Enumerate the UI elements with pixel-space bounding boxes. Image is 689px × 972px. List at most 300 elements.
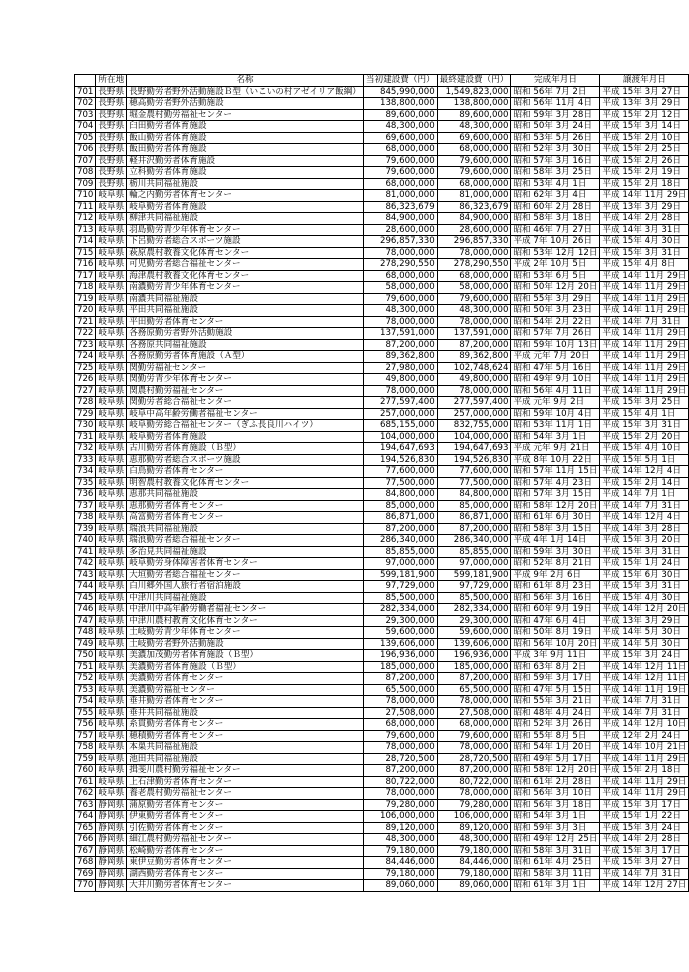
row-final-cost: 78,000,000 (437, 316, 511, 328)
row-transfer-date: 平成 15年 2月 19日 (600, 167, 689, 179)
row-number: 743 (75, 569, 96, 581)
row-location: 岐阜県 (96, 477, 127, 489)
row-initial-cost: 79,280,000 (363, 799, 437, 811)
row-initial-cost: 49,800,000 (363, 374, 437, 386)
row-completion-date: 昭和 47年 5月 16日 (511, 362, 600, 374)
row-final-cost: 89,060,000 (437, 880, 511, 892)
row-completion-date: 昭和 52年 3月 26日 (511, 719, 600, 731)
table-row (75, 178, 689, 190)
row-completion-date: 昭和 58年 3月 15日 (511, 523, 600, 535)
row-completion-date: 昭和 50年 8月 19日 (511, 627, 600, 639)
row-location: 岐阜県 (96, 466, 127, 478)
row-completion-date: 平成 7年 10月 26日 (511, 236, 600, 248)
row-number: 703 (75, 109, 96, 121)
row-location: 岐阜県 (96, 569, 127, 581)
row-facility-name: 下呂勤労者総合スポーツ施設 (127, 236, 364, 248)
row-final-cost: 104,000,000 (437, 431, 511, 443)
row-final-cost: 78,000,000 (437, 696, 511, 708)
table-row (75, 788, 689, 800)
row-facility-name: 東伊豆勤労者体育センター (127, 857, 364, 869)
row-location: 岐阜県 (96, 247, 127, 259)
row-final-cost: 286,340,000 (437, 535, 511, 547)
row-final-cost: 78,000,000 (437, 788, 511, 800)
row-final-cost: 85,500,000 (437, 592, 511, 604)
row-final-cost: 68,000,000 (437, 719, 511, 731)
row-facility-name: 中津川中高年齢労働者福祉センター (127, 604, 364, 616)
row-transfer-date: 平成 14年 10月 21日 (600, 742, 689, 754)
row-number: 765 (75, 822, 96, 834)
row-number: 728 (75, 397, 96, 409)
row-facility-name: 大井川勤労者体育センター (127, 880, 364, 892)
row-final-cost: 80,722,000 (437, 776, 511, 788)
row-transfer-date: 平成 15年 3月 31日 (600, 546, 689, 558)
row-number: 737 (75, 500, 96, 512)
header-blank (75, 75, 96, 87)
row-number: 718 (75, 282, 96, 294)
row-location: 岐阜県 (96, 788, 127, 800)
table-row (75, 811, 689, 823)
table-row (75, 351, 689, 363)
table-row (75, 500, 689, 512)
row-transfer-date: 平成 14年 11月 29日 (600, 305, 689, 317)
table-row (75, 282, 689, 294)
row-facility-name: 各務原共同福祉施設 (127, 339, 364, 351)
row-transfer-date: 平成 14年 7月 31日 (600, 707, 689, 719)
row-facility-name: 美濃加茂勤労者体育施設（Ｂ型） (127, 650, 364, 662)
row-initial-cost: 58,000,000 (363, 282, 437, 294)
header-initial-cost: 当初建設費（円） (363, 75, 437, 87)
table-row (75, 822, 689, 834)
row-final-cost: 84,800,000 (437, 489, 511, 501)
row-facility-name: 湖西勤労者体育センター (127, 868, 364, 880)
row-location: 岐阜県 (96, 500, 127, 512)
table-row (75, 201, 689, 213)
row-facility-name: 可児勤労者総合福祉センター (127, 259, 364, 271)
row-location: 岐阜県 (96, 454, 127, 466)
row-facility-name: 南濃共同福祉施設 (127, 293, 364, 305)
row-final-cost: 86,871,000 (437, 512, 511, 524)
row-completion-date: 平成 3年 9月 11日 (511, 650, 600, 662)
row-transfer-date: 平成 15年 3月 17日 (600, 799, 689, 811)
table-row (75, 719, 689, 731)
row-location: 岐阜県 (96, 684, 127, 696)
row-completion-date: 昭和 50年 3月 24日 (511, 121, 600, 133)
row-location: 岐阜県 (96, 719, 127, 731)
row-number: 732 (75, 443, 96, 455)
row-facility-name: 伊東勤労者体育センター (127, 811, 364, 823)
table-row (75, 443, 689, 455)
table-row (75, 707, 689, 719)
row-initial-cost: 81,000,000 (363, 190, 437, 202)
row-final-cost: 194,526,830 (437, 454, 511, 466)
row-transfer-date: 平成 15年 4月 10日 (600, 443, 689, 455)
row-facility-name: 関農村勤労福祉センター (127, 385, 364, 397)
row-final-cost: 29,300,000 (437, 615, 511, 627)
row-completion-date: 昭和 59年 10月 13日 (511, 339, 600, 351)
row-transfer-date: 平成 15年 3月 24日 (600, 822, 689, 834)
row-number: 715 (75, 247, 96, 259)
row-final-cost: 79,600,000 (437, 730, 511, 742)
header-transfer-date: 譲渡年月日 (600, 75, 689, 87)
row-number: 704 (75, 121, 96, 133)
row-location: 岐阜県 (96, 558, 127, 570)
row-number: 747 (75, 615, 96, 627)
row-final-cost: 194,647,693 (437, 443, 511, 455)
row-completion-date: 昭和 53年 6月 5日 (511, 270, 600, 282)
row-final-cost: 84,900,000 (437, 213, 511, 225)
row-final-cost: 78,000,000 (437, 742, 511, 754)
row-initial-cost: 78,000,000 (363, 742, 437, 754)
row-completion-date: 昭和 50年 3月 23日 (511, 305, 600, 317)
row-transfer-date: 平成 15年 3月 31日 (600, 247, 689, 259)
row-transfer-date: 平成 14年 11月 29日 (600, 776, 689, 788)
row-transfer-date: 平成 14年 12月 11日 (600, 673, 689, 685)
row-initial-cost: 48,300,000 (363, 305, 437, 317)
row-completion-date: 昭和 49年 9月 10日 (511, 374, 600, 386)
row-transfer-date: 平成 14年 7月 31日 (600, 316, 689, 328)
table-row (75, 316, 689, 328)
row-facility-name: 岐阜勤労者体育施設 (127, 201, 364, 213)
row-completion-date: 昭和 56年 3月 16日 (511, 592, 600, 604)
row-initial-cost: 68,000,000 (363, 270, 437, 282)
row-location: 岐阜県 (96, 328, 127, 340)
row-completion-date: 昭和 55年 3月 29日 (511, 293, 600, 305)
row-facility-name: 垂井共同福祉施設 (127, 707, 364, 719)
row-number: 748 (75, 627, 96, 639)
row-initial-cost: 80,722,000 (363, 776, 437, 788)
row-completion-date: 昭和 61年 2月 28日 (511, 776, 600, 788)
row-number: 741 (75, 546, 96, 558)
row-number: 725 (75, 362, 96, 374)
row-transfer-date: 平成 15年 2月 18日 (600, 178, 689, 190)
row-transfer-date: 平成 15年 4月 1日 (600, 408, 689, 420)
table-row (75, 868, 689, 880)
row-facility-name: 穂高勤労者野外活動施設 (127, 98, 364, 110)
table-row (75, 328, 689, 340)
row-completion-date: 昭和 58年 3月 31日 (511, 845, 600, 857)
row-final-cost: 68,000,000 (437, 178, 511, 190)
row-number: 761 (75, 776, 96, 788)
row-facility-name: 長野勤労者野外活動施設Ｂ型（いこいの村アゼイリア飯綱） (127, 86, 364, 98)
row-completion-date: 昭和 54年 3月 1日 (511, 431, 600, 443)
row-facility-name: 美濃勤労者体育センター (127, 673, 364, 685)
row-completion-date: 昭和 47年 5月 15日 (511, 684, 600, 696)
row-completion-date: 昭和 56年 11月 4日 (511, 98, 600, 110)
row-facility-name: 瑞浪共同福祉施設 (127, 523, 364, 535)
table-row (75, 834, 689, 846)
row-completion-date: 昭和 54年 1月 20日 (511, 742, 600, 754)
row-initial-cost: 282,334,000 (363, 604, 437, 616)
table-row (75, 397, 689, 409)
row-location: 岐阜県 (96, 707, 127, 719)
header-name: 名称 (127, 75, 364, 87)
table-row (75, 638, 689, 650)
row-location: 岐阜県 (96, 604, 127, 616)
row-facility-name: 各務原勤労者野外活動施設 (127, 328, 364, 340)
row-number: 746 (75, 604, 96, 616)
table-row (75, 776, 689, 788)
row-number: 716 (75, 259, 96, 271)
table-row (75, 270, 689, 282)
row-final-cost: 185,000,000 (437, 661, 511, 673)
row-location: 岐阜県 (96, 535, 127, 547)
row-transfer-date: 平成 14年 12月 11日 (600, 661, 689, 673)
row-completion-date: 昭和 56年 3月 18日 (511, 799, 600, 811)
row-facility-name: 関勤労者総合福祉センター (127, 397, 364, 409)
row-final-cost: 59,600,000 (437, 627, 511, 639)
row-facility-name: 白鳥勤労者体育センター (127, 466, 364, 478)
row-facility-name: 平田勤労者体育センター (127, 316, 364, 328)
row-completion-date: 昭和 48年 4月 24日 (511, 707, 600, 719)
row-transfer-date: 平成 14年 11月 29日 (600, 753, 689, 765)
row-initial-cost: 87,200,000 (363, 765, 437, 777)
row-facility-name: 養老農村勤労福祉センター (127, 788, 364, 800)
row-number: 719 (75, 293, 96, 305)
row-transfer-date: 平成 14年 11月 29日 (600, 339, 689, 351)
row-completion-date: 昭和 61年 3月 1日 (511, 880, 600, 892)
row-location: 長野県 (96, 132, 127, 144)
row-transfer-date: 平成 15年 5月 1日 (600, 454, 689, 466)
row-initial-cost: 87,200,000 (363, 339, 437, 351)
row-transfer-date: 平成 14年 11月 29日 (600, 351, 689, 363)
row-initial-cost: 286,340,000 (363, 535, 437, 547)
row-transfer-date: 平成 13年 3月 29日 (600, 615, 689, 627)
row-facility-name: 土岐勤労青少年体育センター (127, 627, 364, 639)
row-facility-name: 多治見共同福祉施設 (127, 546, 364, 558)
row-initial-cost: 599,181,900 (363, 569, 437, 581)
row-completion-date: 昭和 56年 7月 2日 (511, 86, 600, 98)
row-location: 長野県 (96, 121, 127, 133)
table-row (75, 753, 689, 765)
row-final-cost: 85,855,000 (437, 546, 511, 558)
row-location: 岐阜県 (96, 236, 127, 248)
row-final-cost: 87,200,000 (437, 523, 511, 535)
row-final-cost: 65,500,000 (437, 684, 511, 696)
row-completion-date: 昭和 57年 4月 23日 (511, 477, 600, 489)
row-initial-cost: 89,600,000 (363, 109, 437, 121)
row-facility-name: 垂井勤労者体育センター (127, 696, 364, 708)
row-location: 静岡県 (96, 845, 127, 857)
row-transfer-date: 平成 14年 2月 28日 (600, 834, 689, 846)
row-facility-name: 飯山勤労者体育施設 (127, 132, 364, 144)
table-row (75, 535, 689, 547)
table-row (75, 845, 689, 857)
row-location: 岐阜県 (96, 742, 127, 754)
row-facility-name: 上石津勤労者体育センター (127, 776, 364, 788)
row-location: 岐阜県 (96, 397, 127, 409)
row-transfer-date: 平成 14年 12月 20日 (600, 604, 689, 616)
table-row (75, 684, 689, 696)
row-number: 734 (75, 466, 96, 478)
row-transfer-date: 平成 14年 2月 28日 (600, 213, 689, 225)
row-location: 岐阜県 (96, 753, 127, 765)
row-facility-name: 白川郷外国人旅行者宿泊施設 (127, 581, 364, 593)
table-row (75, 224, 689, 236)
row-transfer-date: 平成 14年 3月 28日 (600, 523, 689, 535)
row-location: 岐阜県 (96, 224, 127, 236)
table-row (75, 765, 689, 777)
table-row (75, 466, 689, 478)
row-facility-name: 関勤労青少年体育センター (127, 374, 364, 386)
row-initial-cost: 59,600,000 (363, 627, 437, 639)
row-final-cost: 79,180,000 (437, 845, 511, 857)
row-number: 714 (75, 236, 96, 248)
row-transfer-date: 平成 14年 11月 29日 (600, 385, 689, 397)
row-initial-cost: 79,600,000 (363, 293, 437, 305)
row-final-cost: 196,936,000 (437, 650, 511, 662)
row-number: 712 (75, 213, 96, 225)
row-completion-date: 昭和 62年 3月 4日 (511, 190, 600, 202)
row-completion-date: 昭和 58年 3月 11日 (511, 868, 600, 880)
row-completion-date: 昭和 61年 6月 30日 (511, 512, 600, 524)
row-initial-cost: 137,591,000 (363, 328, 437, 340)
row-completion-date: 昭和 53年 4月 1日 (511, 178, 600, 190)
table-row (75, 121, 689, 133)
table-row (75, 293, 689, 305)
table-row (75, 420, 689, 432)
row-transfer-date: 平成 14年 11月 29日 (600, 190, 689, 202)
row-initial-cost: 86,323,679 (363, 201, 437, 213)
row-initial-cost: 194,647,693 (363, 443, 437, 455)
row-transfer-date: 平成 14年 11月 29日 (600, 282, 689, 294)
row-number: 750 (75, 650, 96, 662)
row-completion-date: 昭和 47年 6月 4日 (511, 615, 600, 627)
row-transfer-date: 平成 15年 3月 27日 (600, 857, 689, 869)
row-completion-date: 昭和 50年 12月 20日 (511, 282, 600, 294)
row-location: 岐阜県 (96, 627, 127, 639)
row-completion-date: 昭和 49年 5月 17日 (511, 753, 600, 765)
row-completion-date: 昭和 61年 8月 23日 (511, 581, 600, 593)
row-facility-name: 糸貫勤労者体育センター (127, 719, 364, 731)
row-number: 767 (75, 845, 96, 857)
table-row (75, 742, 689, 754)
row-number: 754 (75, 696, 96, 708)
row-initial-cost: 257,000,000 (363, 408, 437, 420)
row-final-cost: 89,120,000 (437, 822, 511, 834)
row-completion-date: 昭和 59年 3月 3日 (511, 822, 600, 834)
table-row (75, 86, 689, 98)
row-initial-cost: 87,200,000 (363, 673, 437, 685)
row-transfer-date: 平成 14年 7月 31日 (600, 696, 689, 708)
row-location: 岐阜県 (96, 696, 127, 708)
row-number: 710 (75, 190, 96, 202)
row-facility-name: 恵那共同福祉施設 (127, 489, 364, 501)
row-number: 738 (75, 512, 96, 524)
row-initial-cost: 85,500,000 (363, 592, 437, 604)
table-row (75, 431, 689, 443)
row-initial-cost: 87,200,000 (363, 523, 437, 535)
row-number: 724 (75, 351, 96, 363)
row-initial-cost: 85,000,000 (363, 500, 437, 512)
row-final-cost: 27,508,000 (437, 707, 511, 719)
row-completion-date: 平成 元年 9月 2日 (511, 397, 600, 409)
row-location: 静岡県 (96, 868, 127, 880)
row-final-cost: 77,600,000 (437, 466, 511, 478)
row-number: 721 (75, 316, 96, 328)
row-initial-cost: 65,500,000 (363, 684, 437, 696)
row-facility-name: 岐阜中高年齢労働者福祉センター (127, 408, 364, 420)
table-row (75, 880, 689, 892)
row-initial-cost: 79,600,000 (363, 167, 437, 179)
row-completion-date: 平成 元年 9月 21日 (511, 443, 600, 455)
row-number: 770 (75, 880, 96, 892)
row-number: 762 (75, 788, 96, 800)
row-final-cost: 69,600,000 (437, 132, 511, 144)
row-facility-name: 岐阜勤労身体障害者体育センター (127, 558, 364, 570)
row-initial-cost: 68,000,000 (363, 178, 437, 190)
row-number: 751 (75, 661, 96, 673)
row-completion-date: 昭和 53年 12月 12日 (511, 247, 600, 259)
row-initial-cost: 79,600,000 (363, 155, 437, 167)
table-row (75, 155, 689, 167)
row-transfer-date: 平成 14年 5月 30日 (600, 627, 689, 639)
row-completion-date: 昭和 52年 8月 21日 (511, 558, 600, 570)
table-row (75, 213, 689, 225)
row-transfer-date: 平成 15年 6月 30日 (600, 569, 689, 581)
row-facility-name: 美濃勤労福祉センター (127, 684, 364, 696)
row-location: 岐阜県 (96, 592, 127, 604)
row-final-cost: 58,000,000 (437, 282, 511, 294)
row-initial-cost: 685,155,000 (363, 420, 437, 432)
row-transfer-date: 平成 14年 12月 4日 (600, 512, 689, 524)
row-completion-date: 昭和 56年 10月 20日 (511, 638, 600, 650)
table-row (75, 144, 689, 156)
row-transfer-date: 平成 14年 7月 31日 (600, 500, 689, 512)
row-final-cost: 139,606,000 (437, 638, 511, 650)
row-facility-name: 蒲原勤労者体育センター (127, 799, 364, 811)
row-initial-cost: 68,000,000 (363, 719, 437, 731)
row-completion-date: 昭和 59年 10月 4日 (511, 408, 600, 420)
row-final-cost: 28,720,500 (437, 753, 511, 765)
row-completion-date: 昭和 53年 11月 1日 (511, 420, 600, 432)
row-final-cost: 78,000,000 (437, 385, 511, 397)
row-completion-date: 平成 4年 1月 14日 (511, 535, 600, 547)
facility-table (74, 74, 689, 892)
header-completion-date: 完成年月日 (511, 75, 600, 87)
row-transfer-date: 平成 15年 3月 17日 (600, 845, 689, 857)
row-transfer-date: 平成 15年 2月 18日 (600, 765, 689, 777)
table-row (75, 305, 689, 317)
row-facility-name: 平田共同福祉施設 (127, 305, 364, 317)
row-location: 岐阜県 (96, 650, 127, 662)
row-final-cost: 68,000,000 (437, 144, 511, 156)
table-row (75, 730, 689, 742)
row-transfer-date: 平成 15年 4月 30日 (600, 592, 689, 604)
header-row (75, 75, 689, 87)
row-transfer-date: 平成 15年 3月 14日 (600, 121, 689, 133)
row-location: 長野県 (96, 86, 127, 98)
row-facility-name: 穂積勤労者体育センター (127, 730, 364, 742)
row-facility-name: 飯田勤労者体育施設 (127, 144, 364, 156)
row-location: 岐阜県 (96, 213, 127, 225)
row-transfer-date: 平成 13年 3月 29日 (600, 98, 689, 110)
row-completion-date: 昭和 54年 2月 22日 (511, 316, 600, 328)
row-completion-date: 昭和 49年 12月 25日 (511, 834, 600, 846)
row-number: 720 (75, 305, 96, 317)
row-final-cost: 97,729,000 (437, 581, 511, 593)
row-transfer-date: 平成 15年 2月 20日 (600, 431, 689, 443)
row-location: 岐阜県 (96, 270, 127, 282)
table-row (75, 650, 689, 662)
row-final-cost: 87,200,000 (437, 673, 511, 685)
row-final-cost: 257,000,000 (437, 408, 511, 420)
row-facility-name: 臼田勤労者体育施設 (127, 121, 364, 133)
row-completion-date: 平成 9年 2月 6日 (511, 569, 600, 581)
row-number: 722 (75, 328, 96, 340)
row-final-cost: 68,000,000 (437, 270, 511, 282)
row-final-cost: 89,600,000 (437, 109, 511, 121)
table-row (75, 190, 689, 202)
